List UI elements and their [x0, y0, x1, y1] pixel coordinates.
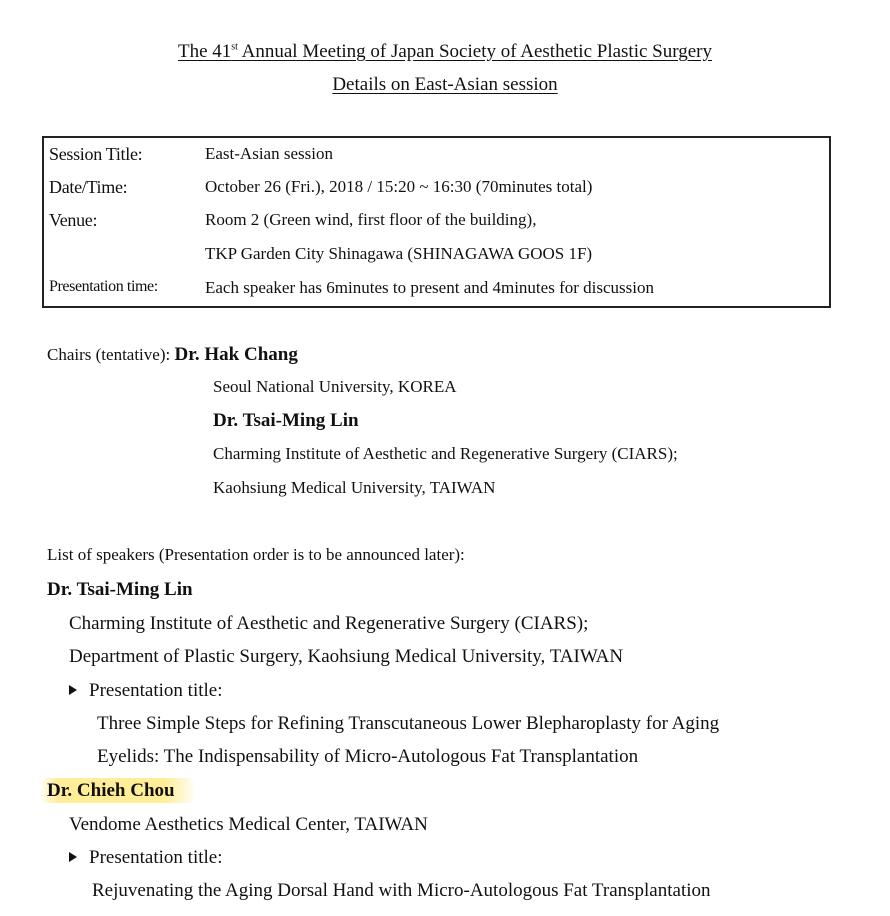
venue-value-line-1: Room 2 (Green wind, first floor of the building), [205, 210, 537, 229]
speaker-name: Dr. Tsai-Ming Lin [47, 579, 193, 600]
date-time-value: October 26 (Fri.), 2018 / 15:20 ~ 16:30 (70minutes total) [205, 177, 593, 196]
title-suffix: Annual Meeting of Japan Society of Aesthetic Plastic Surgery [237, 41, 712, 62]
venue-value-line-2: TKP Garden City Shinagawa (SHINAGAWA GOOS 1F) [205, 244, 593, 263]
chairs-line [47, 344, 298, 366]
title-prefix: The 41 [177, 41, 232, 62]
session-details-box [42, 136, 831, 308]
speakers-heading: List of speakers (Presentation order is to be announced later): [47, 545, 465, 564]
date-time-label: Date/Time: [49, 177, 128, 197]
presentation-title-label: Presentation title: [89, 847, 223, 868]
document-title [0, 41, 890, 63]
presentation-title-label: Presentation title: [89, 680, 223, 701]
document-subtitle: Details on East-Asian session [332, 74, 558, 95]
presentation-title-line: Eyelids: The Indispensability of Micro-Autologous Fat Transplantation [97, 746, 639, 767]
chairs-label: Chairs (tentative): [47, 345, 171, 364]
session-title-label: Session Title: [49, 144, 143, 164]
chair-affiliation: Seoul National University, KOREA [213, 377, 457, 396]
chair-name: Dr. Hak Chang [174, 344, 298, 365]
title-ordinal-suffix: st [231, 41, 238, 53]
presentation-title-line: Rejuvenating the Aging Dorsal Hand with Micro-Autologous Fat Transplantation [92, 880, 711, 901]
session-title-value: East-Asian session [205, 144, 333, 163]
chair-affiliation: Kaohsiung Medical University, TAIWAN [213, 478, 496, 497]
speaker-affiliation: Department of Plastic Surgery, Kaohsiung Medical University, TAIWAN [69, 646, 624, 667]
chair-name: Dr. Tsai-Ming Lin [213, 410, 359, 431]
triangle-bullet-icon [69, 852, 77, 862]
presentation-title-label-row [69, 847, 223, 869]
speaker-name-highlighted [47, 780, 197, 802]
highlighted-speaker-name: Dr. Chieh Chou [39, 778, 197, 803]
speaker-affiliation: Vendome Aesthetics Medical Center, TAIWAN [69, 814, 428, 835]
presentation-time-label: Presentation time: [49, 278, 158, 295]
presentation-title-label-row [69, 680, 223, 702]
triangle-bullet-icon [69, 685, 77, 695]
chair-affiliation: Charming Institute of Aesthetic and Regenerative Surgery (CIARS); [213, 444, 678, 463]
venue-label: Venue: [49, 210, 98, 230]
speaker-affiliation: Charming Institute of Aesthetic and Regenerative Surgery (CIARS); [69, 613, 589, 634]
presentation-title-line: Three Simple Steps for Refining Transcutaneous Lower Blepharoplasty for Aging [97, 713, 720, 734]
presentation-time-value: Each speaker has 6minutes to present and 4minutes for discussion [205, 278, 654, 297]
